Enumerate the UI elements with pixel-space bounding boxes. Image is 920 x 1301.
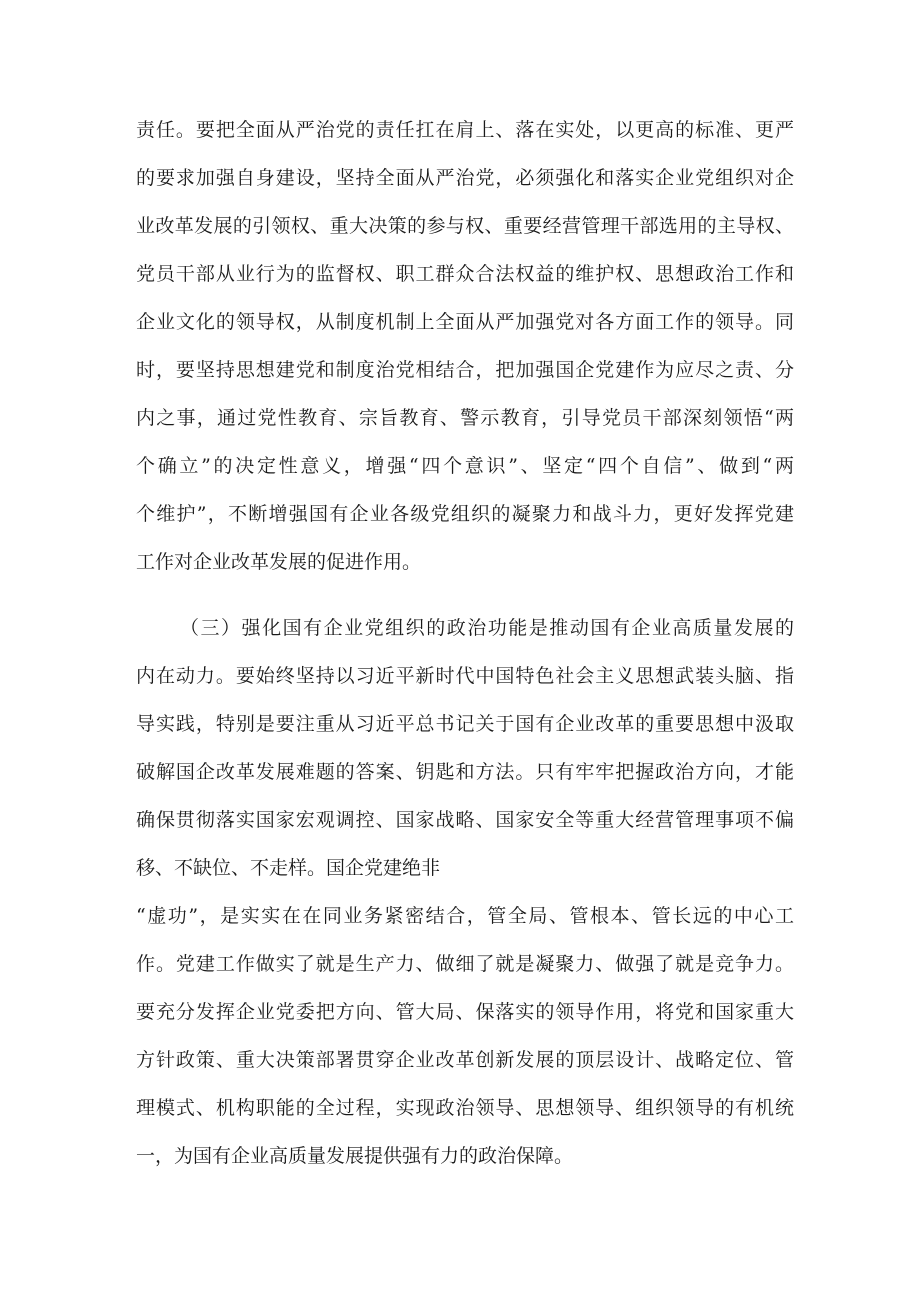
text-line: 时，要坚持思想建党和制度治党相结合，把加强国企党建作为应尽之责、分 <box>136 359 794 381</box>
text-line: 的要求加强自身建设，坚持全面从严治党，必须强化和落实企业党组织对企 <box>136 167 794 189</box>
text-line: 要充分发挥企业党委把方向、管大局、保落实的领导作用，将党和国家重大 <box>136 1001 794 1023</box>
text-line: 责任。要把全面从严治党的责任扛在肩上、落在实处，以更高的标准、更严 <box>136 119 794 141</box>
text-line: 个确立”的决定性意义，增强“四个意识”、坚定“四个自信”、做到“两 <box>136 455 794 477</box>
text-line: 理模式、机构职能的全过程，实现政治领导、思想领导、组织领导的有机统 <box>136 1097 794 1119</box>
text-line: 工作对企业改革发展的促进作用。 <box>136 551 422 573</box>
text-line: 党员干部从业行为的监督权、职工群众合法权益的维护权、思想政治工作和 <box>136 263 794 285</box>
paragraph-2 <box>136 604 794 892</box>
text-line: 内在动力。要始终坚持以习近平新时代中国特色社会主义思想武装头脑、指 <box>136 665 794 687</box>
text-line: 企业文化的领导权，从制度机制上全面从严加强党对各方面工作的领导。同 <box>136 311 794 333</box>
text-line: 业改革发展的引领权、重大决策的参与权、重要经营管理干部选用的主导权、 <box>136 215 794 237</box>
text-line: 内之事，通过党性教育、宗旨教育、警示教育，引导党员干部深刻领悟“两 <box>136 407 794 429</box>
text-line: 破解国企改革发展难题的答案、钥匙和方法。只有牢牢把握政治方向，才能 <box>136 761 794 783</box>
paragraph-3 <box>136 892 794 1180</box>
text-line: 导实践，特别是要注重从习近平总书记关于国有企业改革的重要思想中汲取 <box>136 713 794 735</box>
section-heading-line: （三）强化国有企业党组织的政治功能是推动国有企业高质量发展的 <box>180 617 794 639</box>
text-line: 确保贯彻落实国家宏观调控、国家战略、国家安全等重大经营管理事项不偏 <box>136 809 794 831</box>
text-line: “虚功”，是实实在在同业务紧密结合，管全局、管根本、管长远的中心工 <box>136 905 794 927</box>
paragraph-1 <box>136 106 794 586</box>
text-line: 方针政策、重大决策部署贯穿企业改革创新发展的顶层设计、战略定位、管 <box>136 1049 794 1071</box>
text-line: 一，为国有企业高质量发展提供强有力的政治保障。 <box>136 1145 574 1167</box>
document-body <box>136 106 794 1180</box>
text-line: 移、不缺位、不走样。国企党建绝非 <box>136 857 441 879</box>
text-line: 作。党建工作做实了就是生产力、做细了就是凝聚力、做强了就是竞争力。 <box>136 953 794 975</box>
text-line: 个维护”，不断增强国有企业各级党组织的凝聚力和战斗力，更好发挥党建 <box>136 503 794 525</box>
paragraph-spacer <box>136 586 794 604</box>
